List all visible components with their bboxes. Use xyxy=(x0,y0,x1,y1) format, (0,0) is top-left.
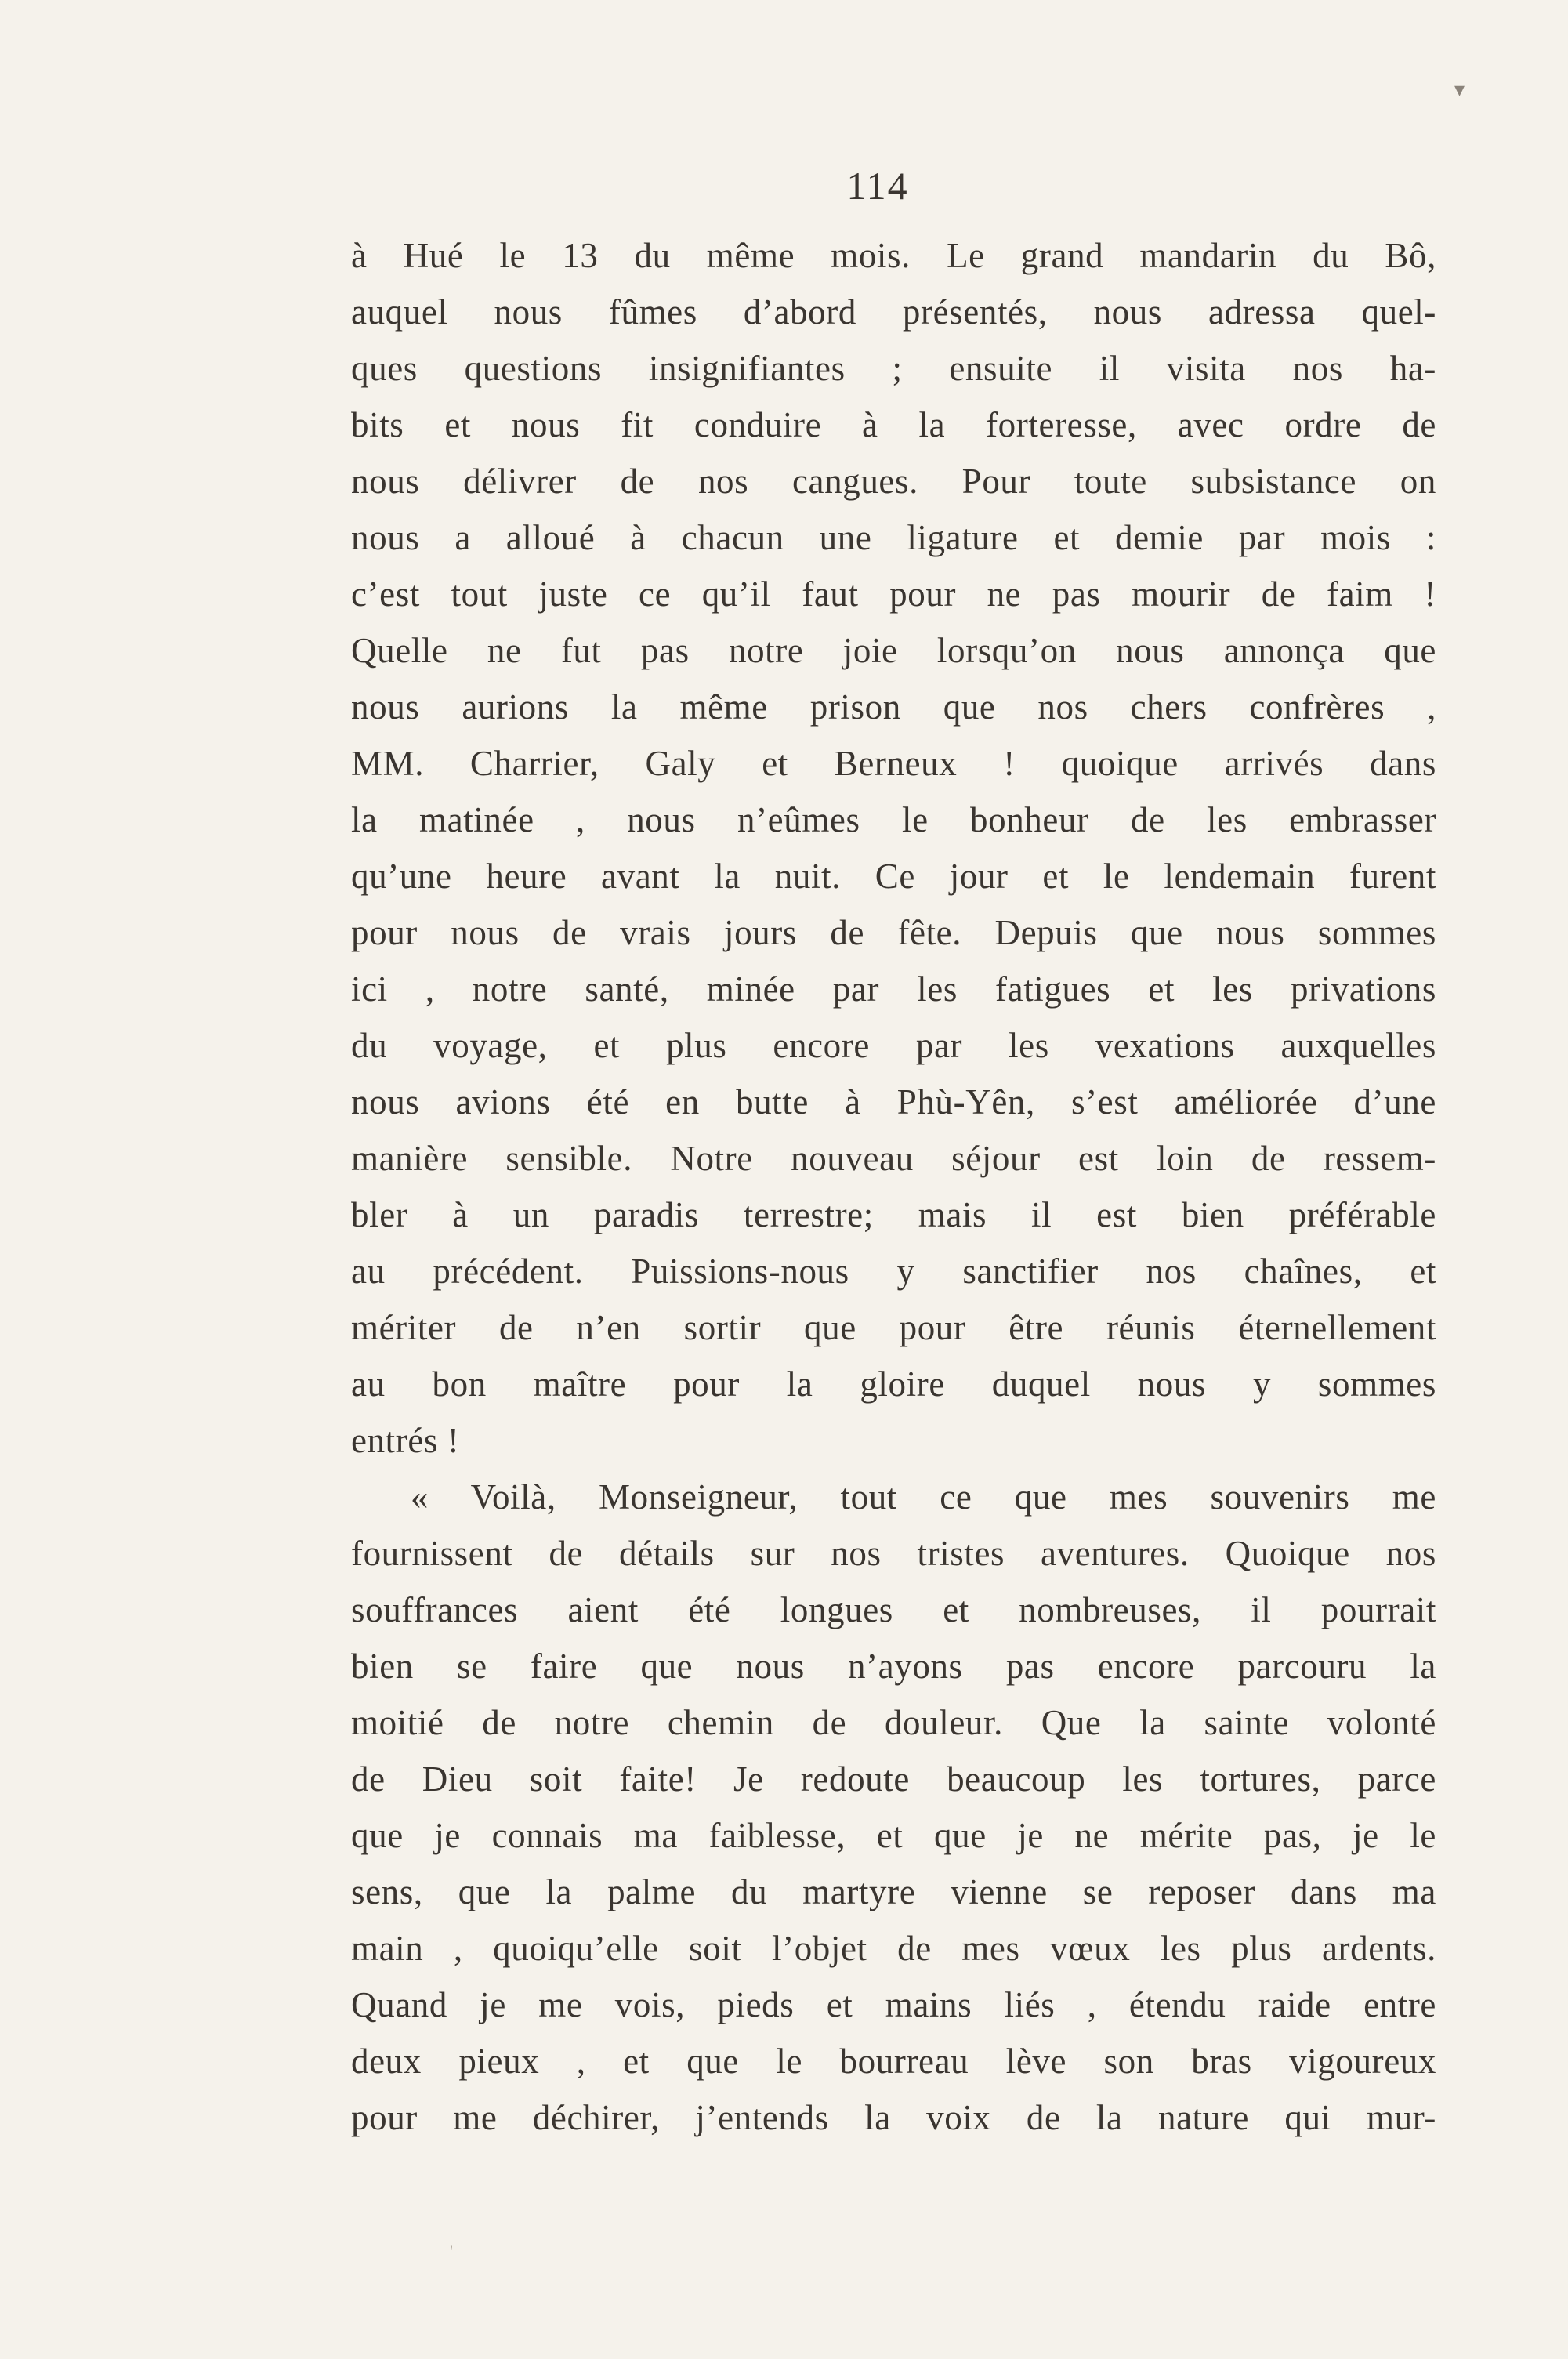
text-line: auquel nous fûmes d’abord présentés, nous adressa quel- xyxy=(351,292,1436,332)
text-line: la matinée , nous n’eûmes le bonheur de les embrasser xyxy=(351,800,1436,839)
text-line: de Dieu soit faite! Je redoute beaucoup les tortures, parce xyxy=(351,1759,1436,1799)
text-line: Quelle ne fut pas notre joie lorsqu’on nous annonça que xyxy=(351,631,1436,670)
text-line: bits et nous fit conduire à la forteresse, avec ordre de xyxy=(351,405,1436,444)
bottom-speck-mark: ' xyxy=(450,2241,453,2261)
text-line: pour me déchirer, j’entends la voix de la nature qui mur- xyxy=(351,2098,1436,2137)
text-line: bler à un paradis terrestre; mais il est bien préférable xyxy=(351,1195,1436,1234)
text-line: deux pieux , et que le bourreau lève son bras vigoureux xyxy=(351,2042,1436,2081)
page-number: 114 xyxy=(846,164,909,208)
text-line: bien se faire que nous n’ayons pas encore parcouru la xyxy=(351,1647,1436,1686)
text-line: nous aurions la même prison que nos chers confrères , xyxy=(351,687,1436,727)
text-line: entrés ! xyxy=(351,1421,460,1460)
text-line: du voyage, et plus encore par les vexations auxquelles xyxy=(351,1026,1436,1065)
text-line: c’est tout juste ce qu’il faut pour ne pas mourir de faim ! xyxy=(351,574,1436,614)
text-line: nous délivrer de nos cangues. Pour toute subsistance on xyxy=(351,462,1436,501)
text-line: fournissent de détails sur nos tristes aventures. Quoique nos xyxy=(351,1534,1436,1573)
text-line: moitié de notre chemin de douleur. Que la sainte volonté xyxy=(351,1703,1436,1742)
text-line: à Hué le 13 du même mois. Le grand mandarin du Bô, xyxy=(351,236,1436,275)
body-text xyxy=(351,227,1436,2146)
text-line: nous a alloué à chacun une ligature et demie par mois : xyxy=(351,518,1436,557)
text-line: au bon maître pour la gloire duquel nous y sommes xyxy=(351,1364,1436,1404)
text-line: mériter de n’en sortir que pour être réunis éternellement xyxy=(351,1308,1436,1347)
text-line: Quand je me vois, pieds et mains liés , étendu raide entre xyxy=(351,1985,1436,2024)
text-line: souffrances aient été longues et nombreuses, il pourrait xyxy=(351,1590,1436,1629)
text-line: manière sensible. Notre nouveau séjour est loin de ressem- xyxy=(351,1139,1436,1178)
text-line: MM. Charrier, Galy et Berneux ! quoique arrivés dans xyxy=(351,744,1436,783)
text-line: que je connais ma faiblesse, et que je ne mérite pas, je le xyxy=(351,1816,1436,1855)
text-line: nous avions été en butte à Phù-Yên, s’est améliorée d’une xyxy=(351,1082,1436,1122)
top-corner-mark: ▾ xyxy=(1454,78,1465,101)
text-line: main , quoiqu’elle soit l’objet de mes vœux les plus ardents. xyxy=(351,1929,1436,1968)
text-line: sens, que la palme du martyre vienne se reposer dans ma xyxy=(351,1872,1436,1911)
text-line: ques questions insignifiantes ; ensuite il visita nos ha- xyxy=(351,349,1436,388)
text-line: pour nous de vrais jours de fête. Depuis que nous sommes xyxy=(351,913,1436,952)
text-line: qu’une heure avant la nuit. Ce jour et le lendemain furent xyxy=(351,857,1436,896)
text-line: ici , notre santé, minée par les fatigues et les privations xyxy=(351,969,1436,1009)
text-line: au précédent. Puissions-nous y sanctifier nos chaînes, et xyxy=(351,1252,1436,1291)
text-line: « Voilà, Monseigneur, tout ce que mes souvenirs me xyxy=(411,1477,1436,1516)
